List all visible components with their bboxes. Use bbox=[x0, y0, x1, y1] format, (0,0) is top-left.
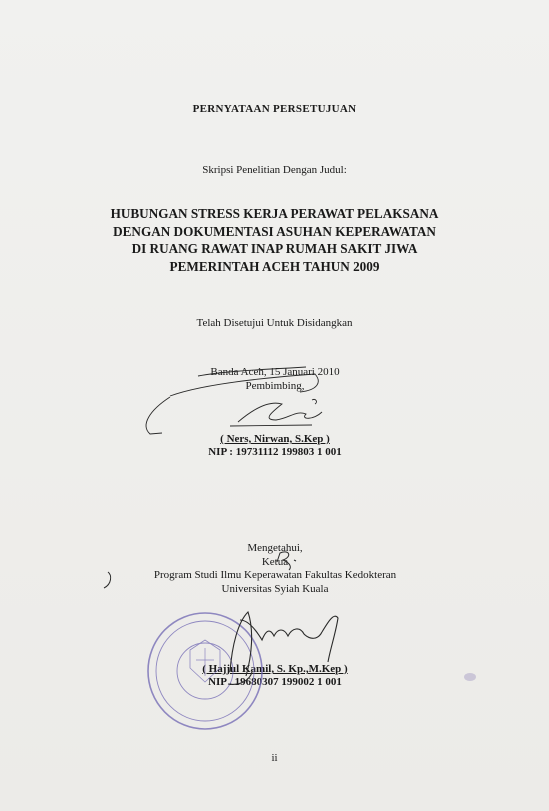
page-heading: PERNYATAAN PERSETUJUAN bbox=[192, 103, 357, 115]
page-smudge bbox=[464, 673, 476, 681]
program-name: Program Studi Ilmu Keperawatan Fakultas Kedokteran bbox=[153, 569, 397, 581]
margin-mark bbox=[104, 572, 111, 588]
faculty-stamp bbox=[148, 613, 262, 729]
title-line: HUBUNGAN STRESS KERJA PERAWAT PELAKSANA bbox=[110, 206, 439, 221]
chair-role: Ketua bbox=[261, 556, 289, 568]
advisor-role: Pembimbing, bbox=[245, 380, 305, 392]
advisor-name-text: ( Ners, Nirwan, S.Kep ) bbox=[220, 433, 330, 445]
advisor-nip: NIP : 19731112 199803 1 001 bbox=[208, 446, 342, 458]
chair-nip: NIP . 19680307 199002 1 001 bbox=[208, 676, 342, 688]
approval-text: Telah Disetujui Untuk Disidangkan bbox=[196, 317, 353, 329]
initial-mark bbox=[277, 552, 296, 570]
title-line: DENGAN DOKUMENTASI ASUHAN KEPERAWATAN bbox=[113, 223, 436, 239]
advisor-signature bbox=[146, 367, 322, 434]
place-date: Banda Aceh, 15 Januari 2010 bbox=[210, 366, 340, 378]
acknowledged-label: Mengetahui, bbox=[247, 542, 303, 554]
thesis-subtitle: Skripsi Penelitian Dengan Judul: bbox=[202, 164, 347, 176]
chair-name-text: ( Hajjul Kamil, S. Kp.,M.Kep ) bbox=[202, 663, 348, 675]
title-line: PEMERINTAH ACEH TAHUN 2009 bbox=[169, 258, 380, 274]
university-name: Universitas Syiah Kuala bbox=[221, 583, 329, 595]
page-number: ii bbox=[271, 752, 278, 764]
title-line: DI RUANG RAWAT INAP RUMAH SAKIT JIWA bbox=[131, 241, 418, 256]
chair-signature bbox=[228, 612, 338, 684]
